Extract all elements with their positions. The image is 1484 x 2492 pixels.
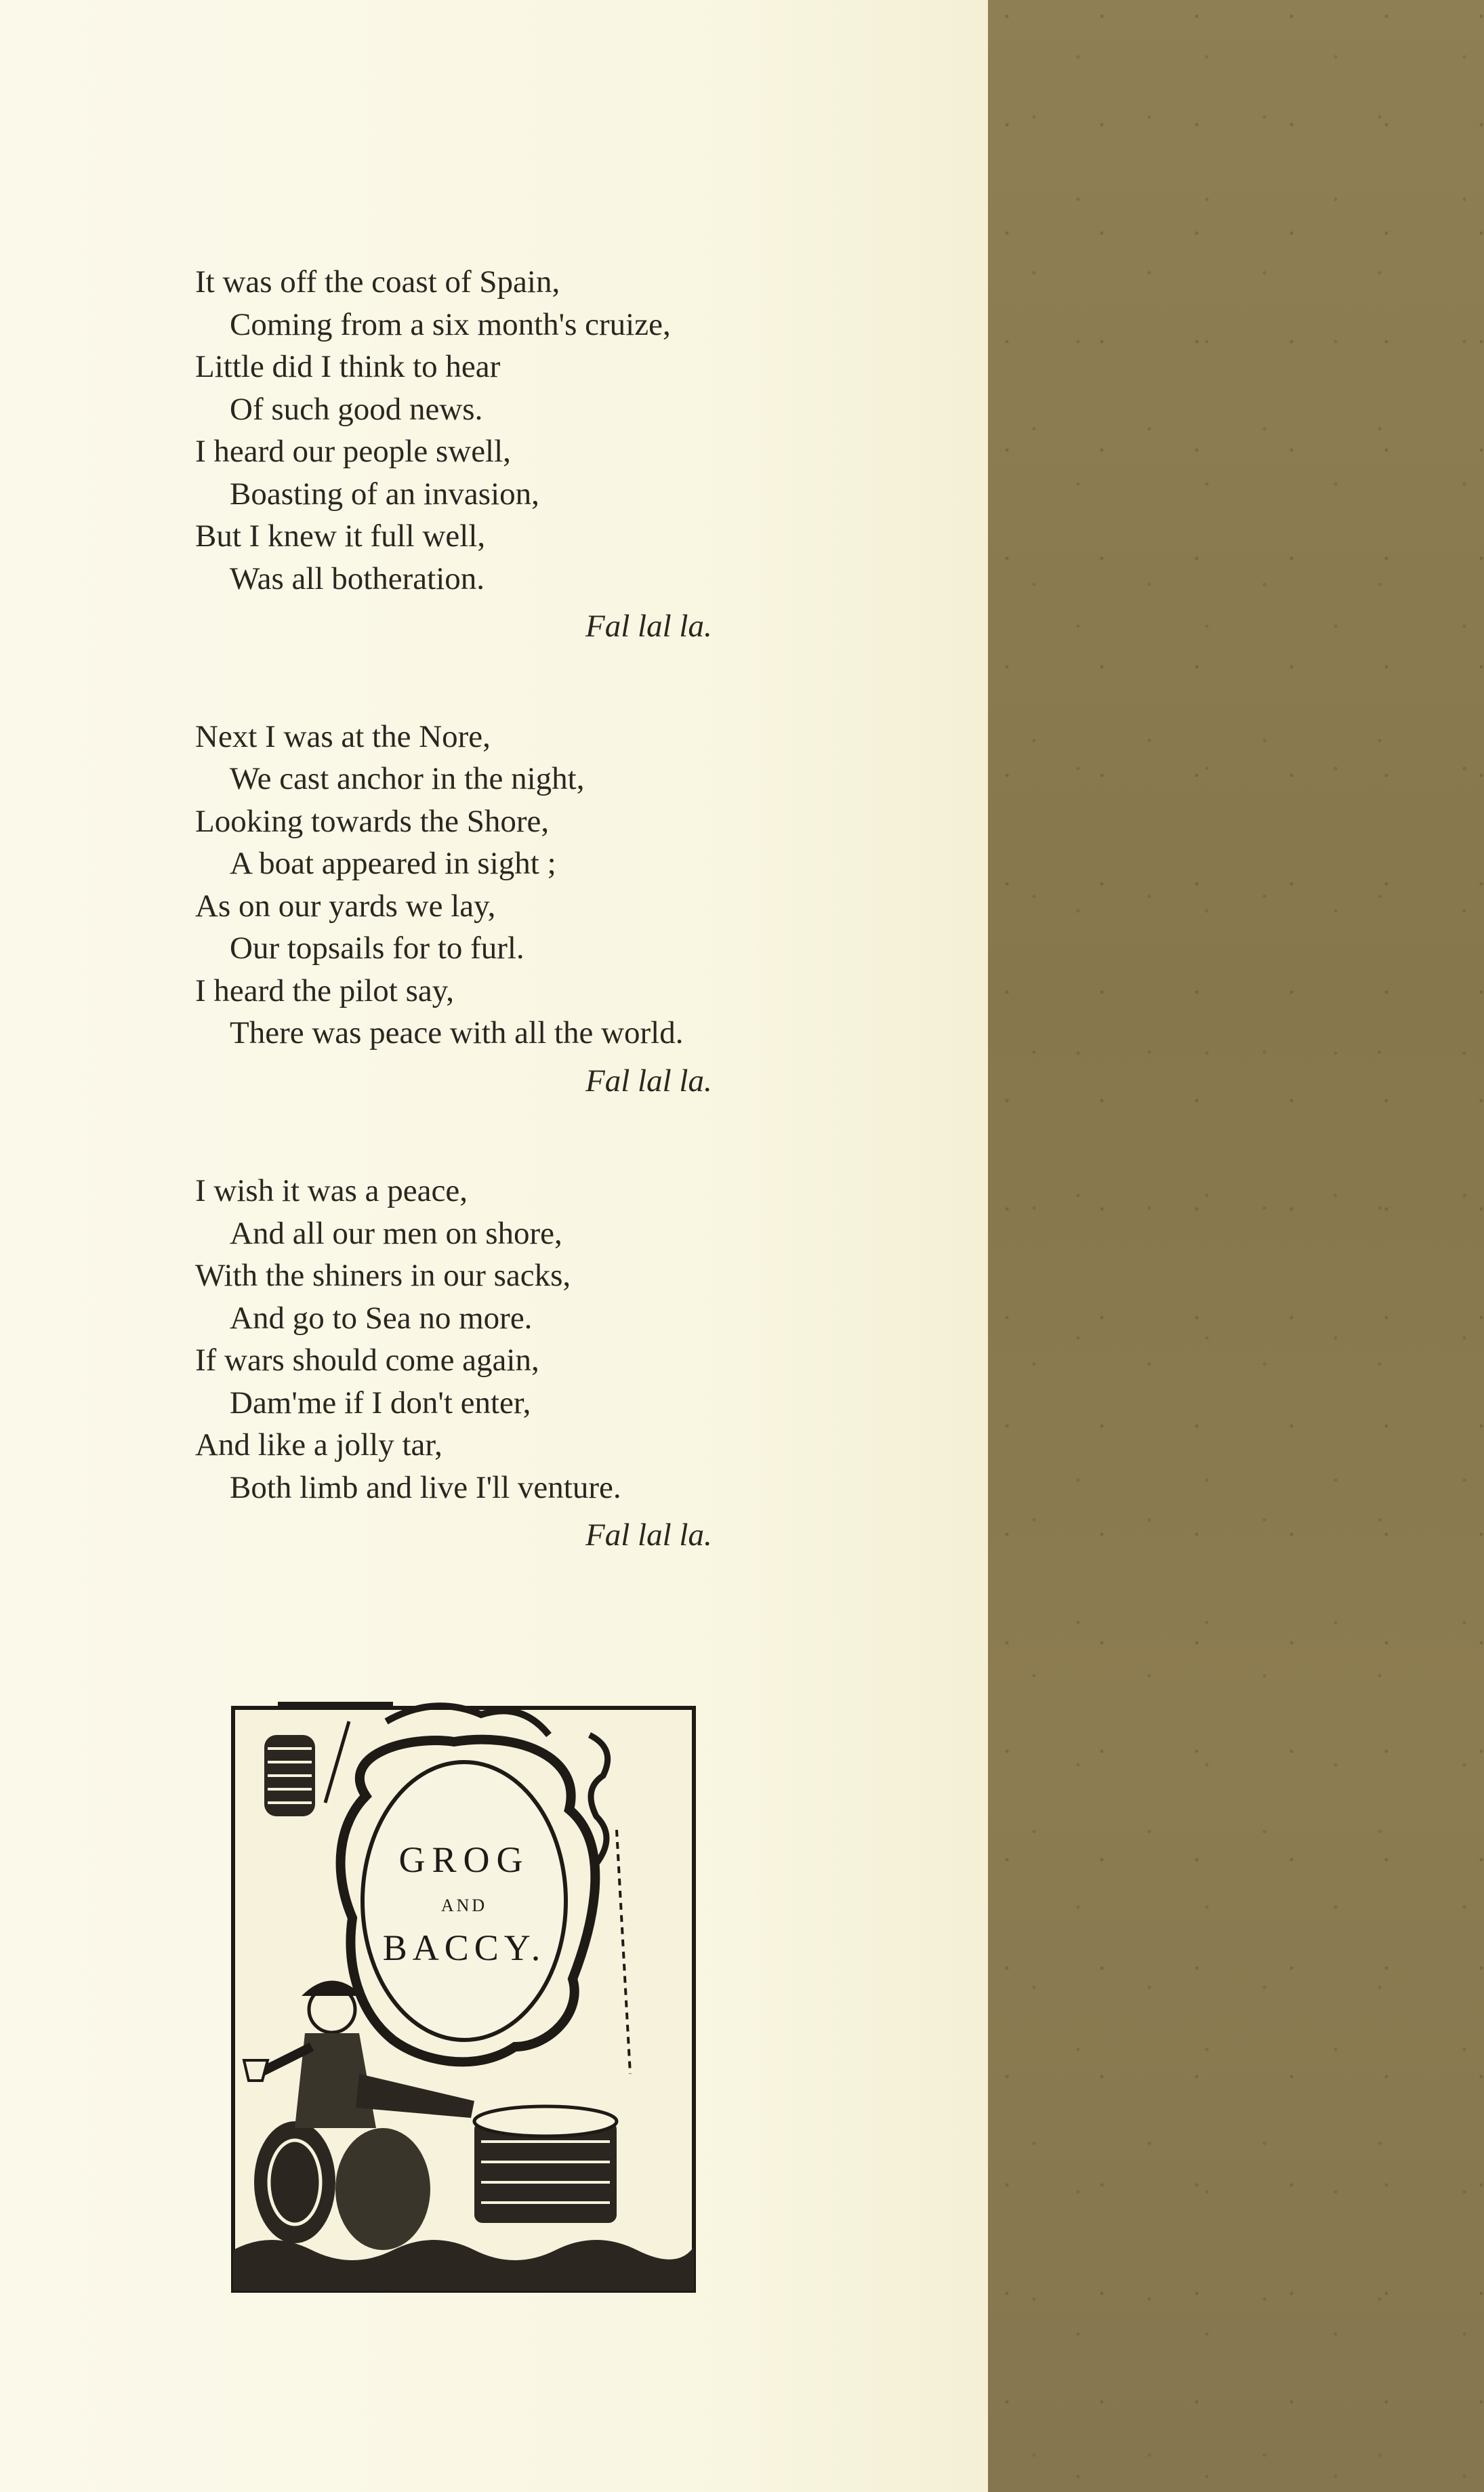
cover-board: [988, 0, 1484, 2492]
refrain: Fal lal la.: [585, 1517, 712, 1553]
grog-and-baccy-woodcut: [230, 1694, 705, 2297]
verse-line: I heard the pilot say,: [195, 973, 454, 1008]
verse-line: With the shiners in our sacks,: [195, 1258, 571, 1293]
verse-line: As on our yards we lay,: [195, 888, 496, 924]
woodcut-title-line1: GROG: [398, 1839, 530, 1880]
verse-line: I wish it was a peace,: [195, 1173, 468, 1208]
woodcut-title-line3: BACCY.: [382, 1927, 546, 1968]
stanza-2: [195, 716, 941, 1103]
verse-line: Boasting of an invasion,: [230, 476, 539, 512]
verse-line: And like a jolly tar,: [195, 1427, 442, 1463]
verse-line: But I knew it full well,: [195, 518, 486, 554]
stanza-1: [195, 261, 941, 648]
barrel-middle: [335, 2128, 430, 2250]
verse-line: Dam'me if I don't enter,: [230, 1385, 531, 1421]
tub-rim: [474, 2106, 617, 2136]
wine-glass-icon: [244, 2060, 268, 2081]
verse-line: And all our men on shore,: [230, 1215, 562, 1251]
verse-line: Little did I think to hear: [195, 349, 501, 384]
verse-line: Coming from a six month's cruize,: [230, 306, 671, 342]
verse-line: I heard our people swell,: [195, 434, 511, 469]
verse-line: Our topsails for to furl.: [230, 931, 524, 966]
ground-waves: [233, 2240, 694, 2291]
verse-line: We cast anchor in the night,: [230, 761, 585, 796]
verse-line: A boat appeared in sight ;: [230, 846, 556, 881]
refrain: Fal lal la.: [585, 1063, 712, 1099]
verse-line: Both limb and live I'll venture.: [230, 1469, 621, 1505]
refrain: Fal lal la.: [585, 609, 712, 644]
verse-line: If wars should come again,: [195, 1343, 539, 1378]
song-verses: [195, 261, 941, 1625]
verse-line: Was all botheration.: [230, 560, 485, 596]
woodcut-title-line2: AND: [440, 1896, 488, 1915]
verse-line: Of such good news.: [230, 391, 483, 427]
stanza-3: [195, 1170, 941, 1557]
verse-line: And go to Sea no more.: [230, 1300, 533, 1336]
verse-line: There was peace with all the world.: [230, 1015, 684, 1050]
verse-line: Next I was at the Nore,: [195, 718, 491, 754]
verse-line: It was off the coast of Spain,: [195, 264, 560, 300]
verse-line: Looking towards the Shore,: [195, 803, 550, 839]
